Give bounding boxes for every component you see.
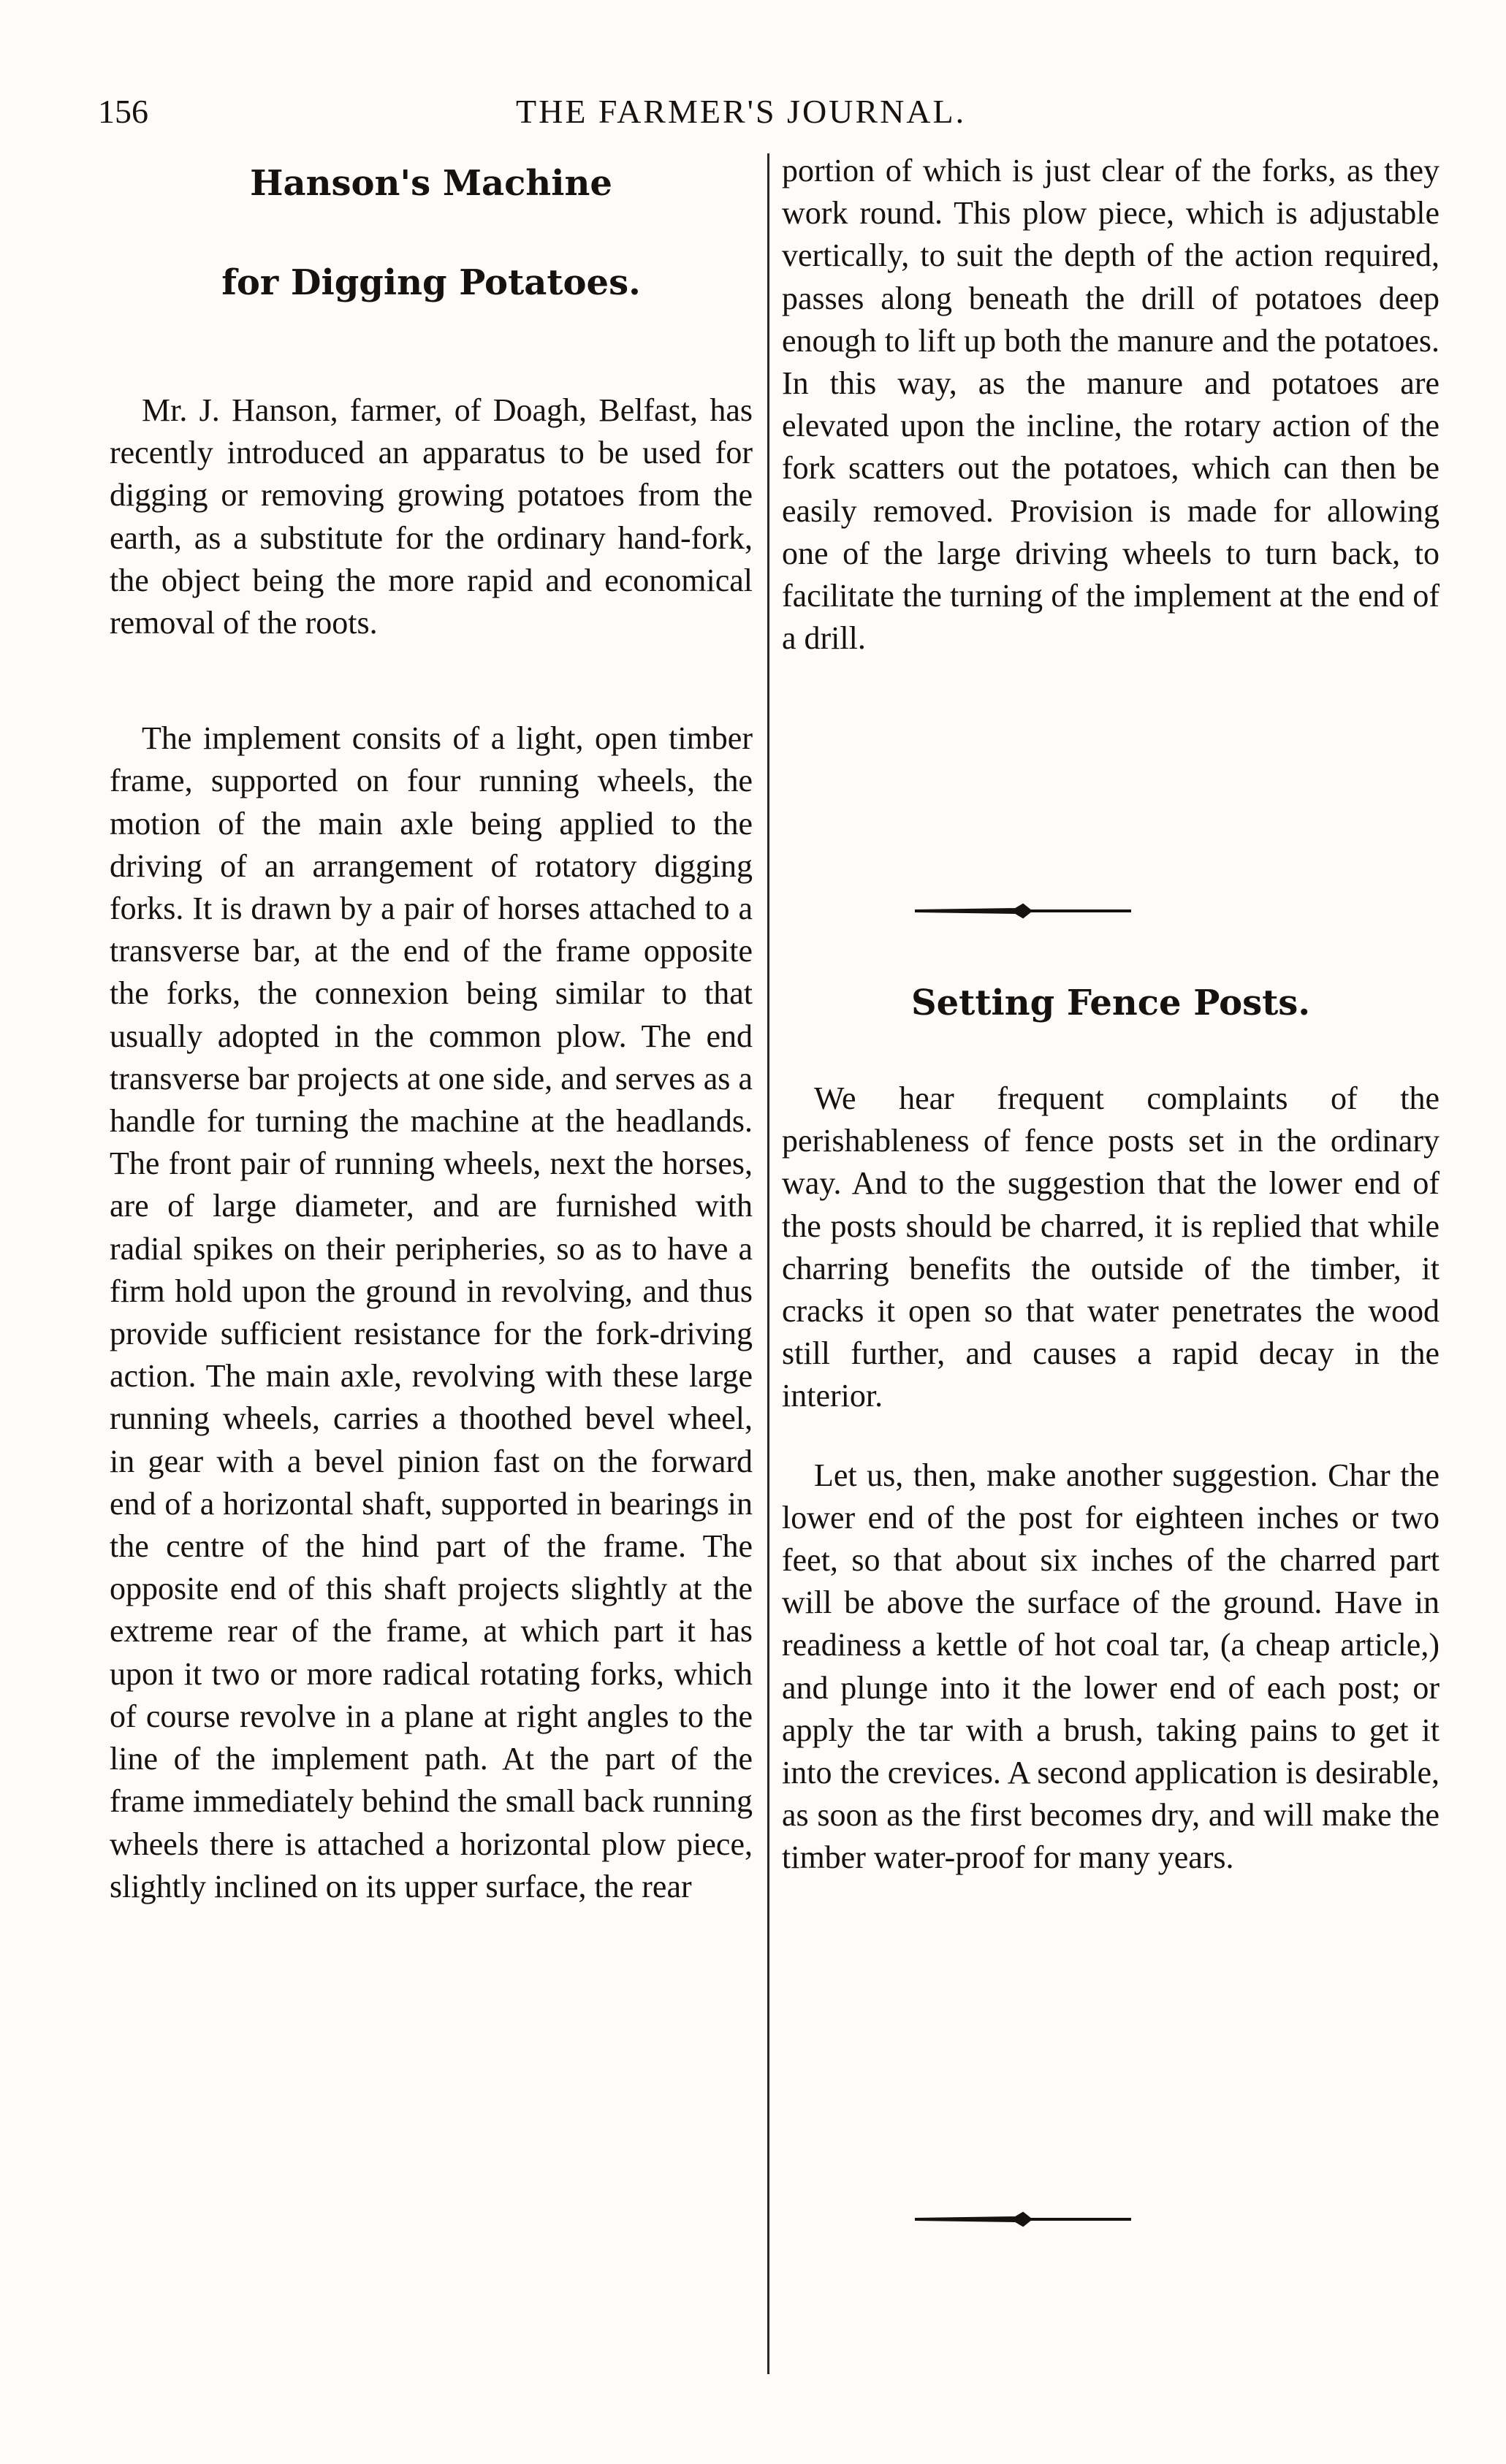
right-column	[782, 150, 1440, 660]
section-divider-ornament	[913, 902, 1133, 920]
article-title-line-2: for Digging Potatoes.	[221, 262, 641, 303]
article-paragraph: Mr. J. Hanson, farmer, of Doagh, Belfast, has recently introduced an apparatus to be used for digging or removing growing potatoes from the earth, as a substitute for the ordinary hand-fork, the object being the more rapid and economical removal of the roots.	[110, 392, 753, 641]
fence-posts-article	[782, 1077, 1440, 1880]
page-number: 156	[98, 93, 148, 130]
article-paragraph: Let us, then, make another suggestion. Char the lower end of the post for eighteen inches or two feet, so that about six inches of the charred part will be above the surface of the ground. Have in readiness a kettle of hot coal tar, (a cheap article,) and plunge into it the lower end of each post; or apply the tar with a brush, taking pains to get it into the crevices. A second application is desirable, as soon as the first becomes dry, and will make the timber water-proof for many years.	[782, 1457, 1440, 1876]
article-title: Setting Fence Posts.	[910, 983, 1311, 1023]
article-title-line-1: Hanson's Machine	[250, 163, 612, 204]
article-paragraph: We hear frequent complaints of the perishableness of fence posts set in the ordinary way. And to the suggestion that the lower end of the posts should be charred, it is replied that while charring benefits the outside of the timber, it cracks it open so that water penetrates the wood still further, and causes a rapid decay in the interior.	[782, 1080, 1440, 1414]
fence-posts-title-block	[782, 983, 1440, 1023]
article-paragraph-continued: portion of which is just clear of the forks, as they work round. This plow piece, which is adjustable vertically, to suit the depth of the action required, passes along beneath the drill of potatoes deep enough to lift up both the manure and the potatoes. In this way, as the manure and potatoes are elevated upon the incline, the rotary action of the fork scatters out the potatoes, which can then be easily removed. Provision is made for allowing one of the large driving wheels to turn back, to facilitate the turning of the implement at the end of a drill.	[782, 153, 1440, 657]
column-divider	[767, 153, 769, 2374]
section-divider-ornament	[913, 2211, 1133, 2228]
page-header	[98, 92, 1055, 136]
article-paragraph: The implement consits of a light, open timber frame, supported on four running wheels, the motion of the main axle being applied to the driving of an arrangement of rotatory digging forks. It is drawn by a pair of horses attached to a transverse bar, at the end of the frame opposite the forks, the connexion being similar to that usually adopted in the common plow. The end transverse bar projects at one side, and serves as a handle for turning the machine at the headlands. The front pair of running wheels, next the horses, are of large diameter, and are furnished with radial spikes on their peripheries, so as to have a firm hold upon the ground in revolving, and thus provide sufficient resistance for the fork-driving action. The main axle, revolving with these large running wheels, carries a thoothed bevel wheel, in gear with a bevel pinion fast on the forward end of a horizontal shaft, supported in bearings in the centre of the hind part of the frame. The opposite end of this shaft projects slightly at the extreme rear of the frame, at which part it has upon it two or more radical rotating forks, which of course revolve in a plane at right angles to the line of the implement path. At the part of the frame immediately behind the small back running wheels there is attached a horizontal plow piece, slightly inclined on its upper surface, the rear	[110, 720, 753, 1904]
left-column	[110, 150, 753, 1908]
running-title: THE FARMER'S JOURNAL.	[516, 93, 967, 130]
